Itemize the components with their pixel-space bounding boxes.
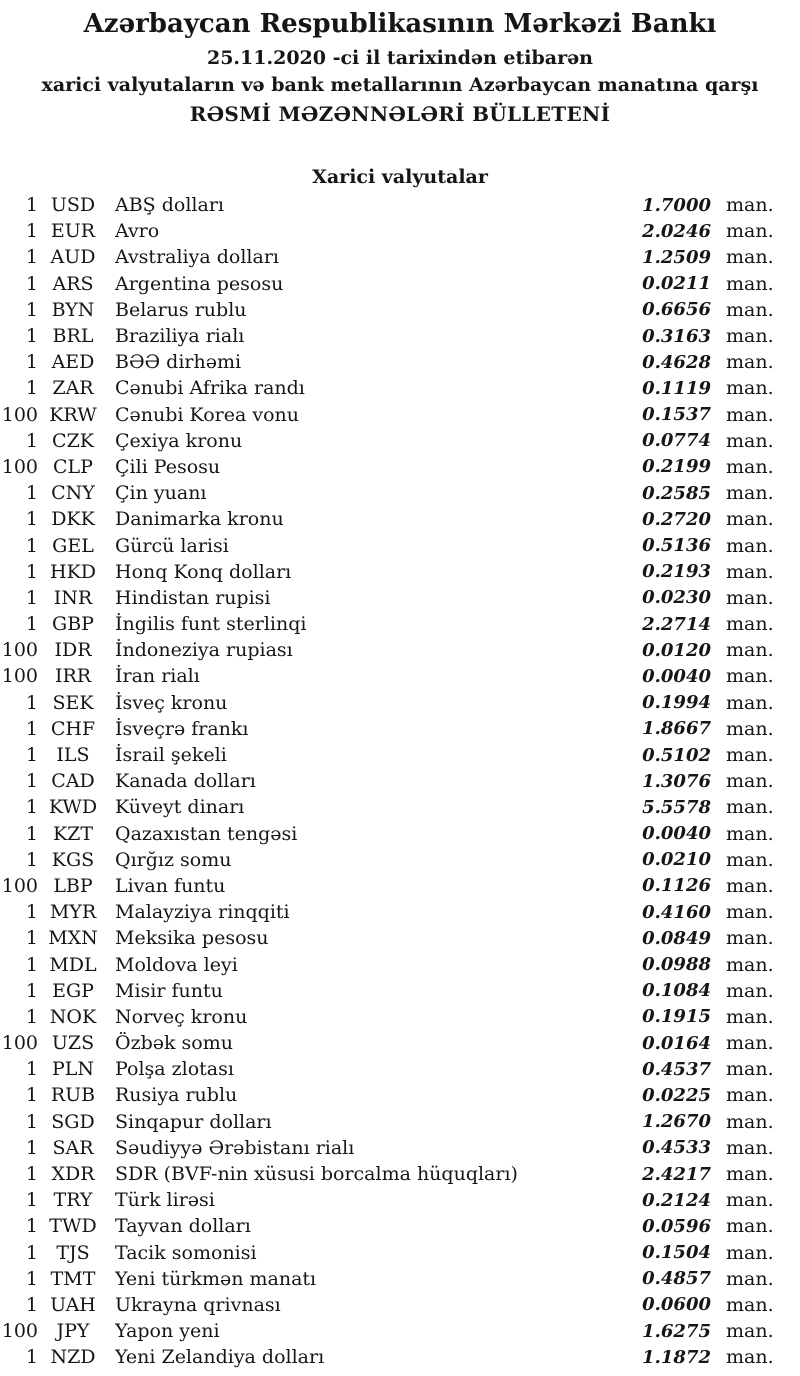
table-row [0,847,800,873]
unit-label: man. [726,455,774,478]
currency-code: SGD [51,1110,95,1133]
currency-code: UZS [51,1032,95,1055]
currency-name: İran rialı [115,665,200,688]
unit-label: man. [726,1346,774,1369]
bank-title: Azərbaycan Respublikasının Mərkəzi Bankı [83,9,717,39]
currency-code: DKK [51,508,95,531]
currency-name: ABŞ dolları [115,194,224,217]
currency-code: CAD [51,770,95,793]
unit-label: man. [726,1005,774,1028]
table-row [0,716,800,742]
currency-name: İsveçrə frankı [115,717,249,740]
unit-label: man. [726,979,774,1002]
table-row [0,480,800,506]
quantity: 1 [25,1189,38,1212]
table-row [0,244,800,270]
rate-value: 0.1126 [642,875,711,897]
currency-code: SEK [52,691,94,714]
rate-value: 1.2509 [642,246,711,268]
table-row [0,873,800,899]
unit-label: man. [726,1215,774,1238]
rate-value: 5.5578 [642,796,711,818]
rate-value: 0.5136 [642,535,711,557]
currency-code: MXN [48,927,98,950]
currency-name: Yapon yeni [115,1320,220,1343]
unit-label: man. [726,377,774,400]
unit-label: man. [726,586,774,609]
unit-label: man. [726,1110,774,1133]
rate-value: 0.0849 [642,927,711,949]
rate-value: 0.0120 [642,639,711,661]
currency-name: Kanada dolları [115,770,256,793]
bulletin-name: RƏSMİ MƏZƏNNƏLƏRİ BÜLLETENİ [189,102,611,126]
table-row [0,899,800,925]
table-row [0,454,800,480]
currency-code: ARS [52,272,94,295]
unit-label: man. [726,770,774,793]
currency-name: Moldova leyi [115,953,238,976]
unit-label: man. [726,560,774,583]
currency-name: Tayvan dolları [115,1215,251,1238]
quantity: 1 [25,1346,38,1369]
currency-code: CLP [53,455,93,478]
table-row [0,218,800,244]
quantity: 1 [25,770,38,793]
currency-name: Ukrayna qrivnası [115,1293,281,1316]
quantity: 100 [1,639,38,662]
unit-label: man. [726,1163,774,1186]
currency-code: TJS [56,1241,90,1264]
quantity: 1 [25,901,38,924]
unit-label: man. [726,927,774,950]
table-row [0,1213,800,1239]
rate-value: 0.2193 [642,561,711,583]
rate-value: 0.3163 [642,325,711,347]
currency-code: TWD [49,1215,97,1238]
currency-name: Gürcü larisi [115,534,229,557]
currency-name: Honq Konq dolları [115,560,292,583]
currency-code: JPY [56,1320,90,1343]
currency-code: BRL [52,325,94,348]
currency-code: KGS [51,848,95,871]
currency-name: Tacik somonisi [115,1241,257,1264]
quantity: 1 [25,1241,38,1264]
currency-code: HKD [50,560,96,583]
table-row [0,637,800,663]
unit-label: man. [726,194,774,217]
table-row [0,1004,800,1030]
currency-code: RUB [50,1084,96,1107]
quantity: 1 [25,796,38,819]
quantity: 1 [25,979,38,1002]
unit-label: man. [726,429,774,452]
unit-label: man. [726,691,774,714]
rate-value: 0.0210 [642,849,711,871]
quantity: 1 [25,1005,38,1028]
quantity: 1 [25,194,38,217]
currency-code: IDR [54,639,92,662]
unit-label: man. [726,1293,774,1316]
quantity: 1 [25,272,38,295]
unit-label: man. [726,1084,774,1107]
currency-name: Türk lirəsi [115,1189,215,1212]
currency-code: BYN [51,298,95,321]
currency-name: SDR (BVF-nin xüsusi borcalma hüquqları) [115,1163,518,1186]
unit-label: man. [726,639,774,662]
unit-label: man. [726,822,774,845]
rate-value: 2.4217 [642,1163,711,1185]
quantity: 1 [25,534,38,557]
unit-label: man. [726,1320,774,1343]
table-row [0,402,800,428]
table-row [0,297,800,323]
table-row [0,559,800,585]
quantity: 1 [25,508,38,531]
rate-value: 2.2714 [642,613,711,635]
section-title-foreign-currencies: Xarici valyutalar [312,166,488,188]
currency-name: Avro [115,220,160,243]
quantity: 1 [25,744,38,767]
currency-name: İndoneziya rupiası [115,639,293,662]
currency-code: AUD [50,246,96,269]
quantity: 1 [25,298,38,321]
table-row [0,271,800,297]
currency-name: Sinqapur dolları [115,1110,272,1133]
table-row [0,1240,800,1266]
currency-code: USD [50,194,96,217]
currency-code: AED [51,351,95,374]
unit-label: man. [726,325,774,348]
bulletin-subtitle: xarici valyutaların və bank metallarının Azərbaycan manatına qarşı [41,74,759,96]
rate-value: 0.0211 [642,273,711,295]
currency-name: Küveyt dinarı [115,796,245,819]
rate-value: 1.7000 [642,194,711,216]
quantity: 1 [25,586,38,609]
quantity: 1 [25,325,38,348]
currency-code: KRW [49,403,97,426]
currency-code: ZAR [52,377,94,400]
currency-name: Çili Pesosu [115,455,221,478]
quantity: 100 [1,1032,38,1055]
unit-label: man. [726,796,774,819]
currency-name: Belarus rublu [115,298,247,321]
unit-label: man. [726,744,774,767]
currency-name: Çin yuanı [115,482,207,505]
unit-label: man. [726,351,774,374]
table-row [0,690,800,716]
rate-value: 1.2670 [642,1111,711,1133]
quantity: 1 [25,822,38,845]
quantity: 1 [25,1084,38,1107]
rate-value: 0.1119 [642,377,711,399]
currency-name: İsveç kronu [115,691,228,714]
unit-label: man. [726,613,774,636]
currency-code: EUR [50,220,96,243]
table-row [0,1344,800,1370]
currency-name: Hindistan rupisi [115,586,271,609]
quantity: 1 [25,1058,38,1081]
currency-code: CHF [50,717,96,740]
currency-code: EGP [52,979,94,1002]
table-row [0,192,800,218]
rate-value: 0.2124 [642,1189,711,1211]
currency-code: GEL [52,534,94,557]
currency-code: TMT [50,1267,96,1290]
bulletin-header [0,0,800,128]
currency-code: INR [53,586,93,609]
currency-name: Cənubi Korea vonu [115,403,299,426]
rate-value: 0.0040 [642,823,711,845]
unit-label: man. [726,482,774,505]
unit-label: man. [726,403,774,426]
currency-code: XDR [51,1163,95,1186]
quantity: 1 [25,482,38,505]
quantity: 100 [1,403,38,426]
currency-name: Malayziya rinqqiti [115,901,290,924]
rate-value: 1.6275 [642,1320,711,1342]
currency-name: Argentina pesosu [115,272,284,295]
rate-value: 0.1994 [642,692,711,714]
rate-value: 0.2199 [642,456,711,478]
table-row [0,794,800,820]
rate-value: 0.0164 [642,1032,711,1054]
currency-code: NZD [50,1346,96,1369]
table-row [0,585,800,611]
currency-code: PLN [51,1058,95,1081]
currency-name: İngilis funt sterlinqi [115,613,307,636]
rate-value: 0.5102 [642,744,711,766]
table-row [0,821,800,847]
table-row [0,978,800,1004]
unit-label: man. [726,1241,774,1264]
unit-label: man. [726,1136,774,1159]
currency-code: GBP [52,613,94,636]
currency-name: Polşa zlotası [115,1058,234,1081]
quantity: 1 [25,691,38,714]
table-row [0,1161,800,1187]
rate-value: 0.2720 [642,508,711,530]
currency-code: CNY [51,482,95,505]
effective-date-line: 25.11.2020 -ci il tarixindən etibarən [206,47,593,69]
table-row [0,1056,800,1082]
unit-label: man. [726,717,774,740]
unit-label: man. [726,665,774,688]
rate-value: 0.4160 [642,901,711,923]
unit-label: man. [726,901,774,924]
table-row [0,1030,800,1056]
table-row [0,1266,800,1292]
unit-label: man. [726,848,774,871]
quantity: 1 [25,848,38,871]
currency-name: BƏƏ dirhəmi [115,351,242,374]
quantity: 100 [1,665,38,688]
rate-value: 0.0774 [642,430,711,452]
quantity: 1 [25,246,38,269]
unit-label: man. [726,1058,774,1081]
quantity: 1 [25,560,38,583]
rate-value: 2.0246 [642,220,711,242]
quantity: 1 [25,1136,38,1159]
quantity: 1 [25,1215,38,1238]
quantity: 1 [25,953,38,976]
currency-code: CZK [52,429,94,452]
quantity: 1 [25,429,38,452]
table-row [0,428,800,454]
unit-label: man. [726,1189,774,1212]
currency-name: Yeni Zelandiya dolları [115,1346,325,1369]
unit-label: man. [726,246,774,269]
quantity: 1 [25,1267,38,1290]
table-row [0,1135,800,1161]
currency-code: UAH [50,1293,96,1316]
quantity: 1 [25,927,38,950]
unit-label: man. [726,534,774,557]
currency-name: Özbək somu [115,1032,233,1055]
table-row [0,323,800,349]
table-row [0,1109,800,1135]
quantity: 1 [25,717,38,740]
currency-code: LBP [53,874,93,897]
unit-label: man. [726,1267,774,1290]
quantity: 1 [25,220,38,243]
rates-table [0,192,800,1370]
table-row [0,768,800,794]
quantity: 1 [25,1293,38,1316]
currency-code: ILS [56,744,90,767]
rate-value: 0.0040 [642,665,711,687]
table-row [0,663,800,689]
currency-code: TRY [53,1189,93,1212]
currency-name: Çexiya kronu [115,429,243,452]
unit-label: man. [726,1032,774,1055]
rate-value: 0.4628 [642,351,711,373]
rate-value: 0.2585 [642,482,711,504]
currency-code: KZT [52,822,94,845]
currency-name: Qırğız somu [115,848,232,871]
currency-name: Yeni türkmən manatı [115,1267,317,1290]
quantity: 100 [1,1320,38,1343]
unit-label: man. [726,953,774,976]
table-row [0,951,800,977]
quantity: 100 [1,455,38,478]
rate-value: 0.4537 [642,1058,711,1080]
table-row [0,611,800,637]
quantity: 1 [25,1110,38,1133]
currency-name: Rusiya rublu [115,1084,238,1107]
unit-label: man. [726,298,774,321]
rate-value: 0.0596 [642,1215,711,1237]
table-row [0,1082,800,1108]
rate-value: 0.4857 [642,1268,711,1290]
quantity: 100 [1,874,38,897]
rate-value: 0.1915 [642,1006,711,1028]
table-row [0,375,800,401]
rate-value: 0.4533 [642,1137,711,1159]
currency-name: Danimarka kronu [115,508,284,531]
quantity: 1 [25,613,38,636]
currency-name: Avstraliya dolları [115,246,279,269]
unit-label: man. [726,508,774,531]
currency-name: Norveç kronu [115,1005,248,1028]
table-row [0,349,800,375]
rate-value: 0.0225 [642,1084,711,1106]
table-row [0,1187,800,1213]
currency-name: Cənubi Afrika randı [115,377,305,400]
table-row [0,506,800,532]
quantity: 1 [25,377,38,400]
currency-name: Braziliya rialı [115,325,245,348]
unit-label: man. [726,220,774,243]
rate-value: 0.1504 [642,1242,711,1264]
rate-value: 0.0988 [642,954,711,976]
rate-value: 1.8667 [642,718,711,740]
currency-name: Qazaxıstan tengəsi [115,822,298,845]
unit-label: man. [726,874,774,897]
table-row [0,925,800,951]
currency-code: NOK [49,1005,97,1028]
rate-value: 1.3076 [642,770,711,792]
currency-code: MDL [49,953,97,976]
table-row [0,742,800,768]
currency-code: MYR [49,901,97,924]
currency-name: Misir funtu [115,979,223,1002]
quantity: 1 [25,351,38,374]
unit-label: man. [726,272,774,295]
rate-value: 0.1084 [642,980,711,1002]
currency-code: KWD [48,796,98,819]
rate-value: 0.1537 [642,404,711,426]
currency-code: SAR [52,1136,94,1159]
table-row [0,532,800,558]
table-row [0,1292,800,1318]
currency-name: İsrail şekeli [115,744,227,767]
currency-name: Səudiyyə Ərəbistanı rialı [115,1136,355,1159]
rate-value: 1.1872 [642,1346,711,1368]
rate-value: 0.0230 [642,587,711,609]
table-row [0,1318,800,1344]
currency-name: Meksika pesosu [115,927,269,950]
rate-value: 0.0600 [642,1294,711,1316]
quantity: 1 [25,1163,38,1186]
rate-value: 0.6656 [642,299,711,321]
currency-name: Livan funtu [115,874,226,897]
currency-code: IRR [54,665,92,688]
